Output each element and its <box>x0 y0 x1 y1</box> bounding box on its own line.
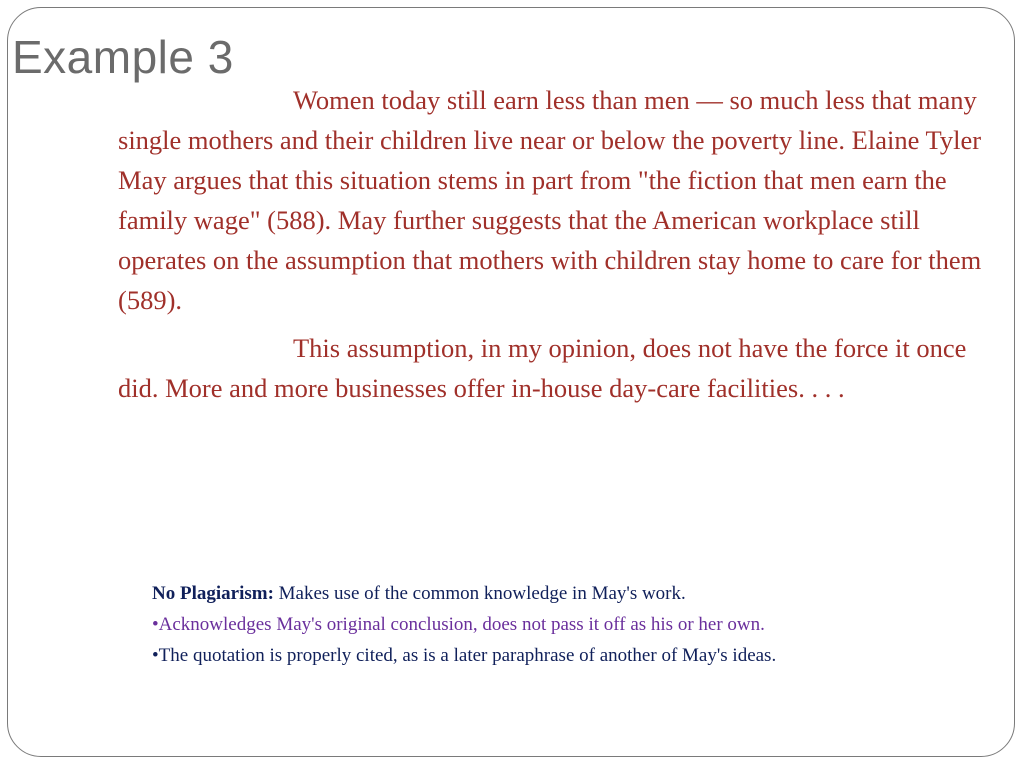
notes-heading-text: Makes use of the common knowledge in May's work. <box>273 583 686 604</box>
notes-bullet-citation: •The quotation is properly cited, as is a later paraphrase of another of May's ideas. <box>152 645 777 666</box>
passage-paragraph-1: Women today still earn less than men — so much less that many single mothers and their children live near or below the poverty line. Elaine Tyler May argues that this situation stems in part from "the fiction that men earn the family wage" (588). May further suggests that the American workplace still operates on the assumption that mothers with children stay home to care for them (589). <box>118 85 982 315</box>
slide-title: Example 3 <box>12 31 234 83</box>
notes-heading: No Plagiarism: <box>152 583 274 604</box>
notes-bullet-acknowledges: •Acknowledges May's original conclusion, does not pass it off as his or her own. <box>152 614 765 635</box>
plagiarism-notes <box>152 578 852 671</box>
passage-paragraph-2: This assumption, in my opinion, does not have the force it once did. More and more businesses offer in-house day-care facilities. . . . <box>118 333 967 403</box>
notes-summary <box>152 578 852 609</box>
quoted-passage <box>118 80 990 408</box>
